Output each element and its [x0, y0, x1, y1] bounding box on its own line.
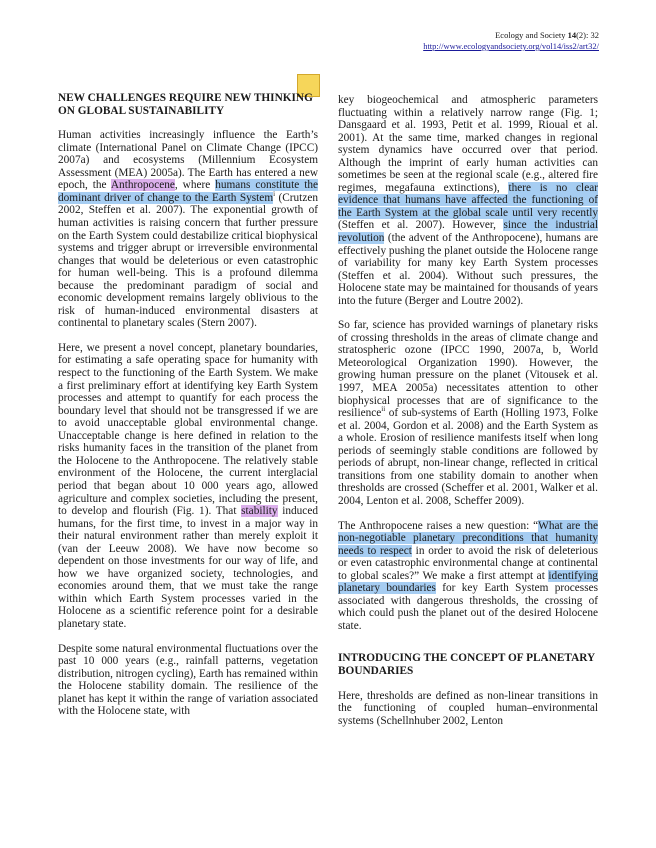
footnote-marker[interactable]: ii — [381, 405, 386, 414]
highlight-blue[interactable]: there is no clear evidence that humans have affected the functioning of the Earth System at the global scale until very recently — [338, 181, 598, 219]
section-heading: INTRODUCING THE CONCEPT OF PLANETARY BOUNDARIES — [338, 652, 595, 678]
paragraph: Here, thresholds are defined as non-linear transitions in the functioning of coupled human–environmental systems (Schellnhuber 2002, Lenton — [338, 689, 598, 727]
journal-citation: Ecology and Society 14(2): 32 — [495, 30, 599, 40]
right-column — [338, 94, 598, 739]
highlight-blue[interactable]: humans constitute the dominant driver of change to the Earth System — [58, 179, 318, 204]
article-url-link[interactable]: http://www.ecologyandsociety.org/vol14/iss2/art32/ — [423, 41, 599, 51]
footnote-marker[interactable]: i — [273, 190, 276, 199]
highlight-blue[interactable]: since the industrial revolution — [338, 219, 598, 245]
paragraph: Here, we present a novel concept, planetary boundaries, for estimating a safe operating space for humanity with respect to the functioning of the Earth System. We make a first preliminary effort at identifying key Earth System processes and attempt to quantify for each process the boundary level that should not be transgressed if we are to avoid unacceptable global environmental change. Unacceptable change is here defined in relation to the risks humanity faces in the transition of the planet from the Holocene to the Anthropocene. The relatively stable environment of the Holocene, the current interglacial period that began about 10 000 years ago, allowed agriculture and complex societies, including the present, to develop and flourish (Fig. 1). That stability induced humans, for the first time, to invest in a major way in their natural environment rather than merely exploit it (van der Leeuw 2008). We have now become so dependent on those investments for our way of life, and how we have organized society, technologies, and economies around them, that we must take the range within which Earth System processes varied in the Holocene as a scientific reference point for a desirable planetary state. — [58, 341, 318, 630]
highlight-purple[interactable]: Anthropocene — [110, 179, 175, 192]
paragraph: The Anthropocene raises a new question: “What are the non-negotiable planetary preconditions that humanity needs to respect in order to avoid the risk of deleterious or even catastrophic environmental change at continental to global scales?” We make a first attempt at identifying planetary boundaries for key Earth System processes associated with dangerous thresholds, the crossing of which could push the planet out of the desired Holocene state. — [338, 519, 598, 632]
highlight-blue[interactable]: What are the non-negotiable planetary preconditions that humanity needs to respect — [338, 519, 598, 557]
paragraph: key biogeochemical and atmospheric parameters fluctuating within a relatively narrow range (Fig. 1; Dansgaard et al. 1993, Petit et al. 1999, Rioual et al. 2001). At the same time, marked changes in regional system dynamics have occurred over that period. Although the imprint of early human activities can sometimes be seen at the regional scale (e.g., altered fire regimes, megafauna extinctions), there is no clear evidence that humans have affected the functioning of the Earth System at the global scale until very recently (Steffen et al. 2007). However, since the industrial revolution (the advent of the Anthropocene), humans are effectively pushing the planet outside the Holocene range of variability for many key Earth System processes (Steffen et al. 2004). Without such pressures, the Holocene state may be maintained for thousands of years into the future (Berger and Loutre 2002). — [338, 94, 598, 307]
paragraph: So far, science has provided warnings of planetary risks of crossing thresholds in the areas of climate change and stratospheric ozone (IPCC 1990, 2007a, b, World Meteorological Organization 1990). However, the growing human pressure on the planet (Vitousek et al. 1997, MEA 2005a) necessitates attention to other biophysical processes that are of significance to the resilience$^{ii}$ of sub-systems of Earth (Holling 1973, Folke et al. 2004, Gordon et al. 2008) and the Earth System as a whole. Erosion of resilience manifests itself when long periods of seemingly stable conditions are followed by periods of abrupt, non-linear change, reflected in critical transitions from one stability domain to another when thresholds are crossed (Scheffer et al. 2001, Walker et al. 2004, Lenton et al. 2008, Scheffer 2009). — [338, 319, 598, 507]
highlight-purple[interactable]: stability — [241, 505, 278, 518]
left-column — [58, 92, 318, 730]
paragraph: Despite some natural environmental fluctuations over the past 10 000 years (e.g., rainfall patterns, vegetation distribution, nitrogen cycling), Earth has remained within the Holocene stability domain. The resilience of the planet has kept it within the range of variation associated with the Holocene state, with — [58, 642, 318, 718]
highlight-blue[interactable]: identifying planetary boundaries — [338, 569, 598, 595]
page-header — [423, 30, 599, 52]
paragraph: Human activities increasingly influence the Earth’s climate (International Panel on Climate Change (IPCC) 2007a) and ecosystems (Millennium Ecosystem Assessment (MEA) 2005a). The Earth has entered a new epoch, the Anthropocene, where humans constitute the dominant driver of change to the Earth System$^i$ (Crutzen 2002, Steffen et al. 2007). The exponential growth of human activities is raising concern that further pressure on the Earth System could destabilize critical biophysical systems and trigger abrupt or irreversible environmental changes that would be deleterious or even catastrophic for human well-being. This is a profound dilemma because the predominant paradigm of social and economic development remains largely oblivious to the risk of human-induced environmental disasters at continental to planetary scales (Stern 2007). — [58, 129, 318, 330]
section-heading: NEW CHALLENGES REQUIRE NEW THINKING ON GLOBAL SUSTAINABILITY — [58, 92, 313, 117]
